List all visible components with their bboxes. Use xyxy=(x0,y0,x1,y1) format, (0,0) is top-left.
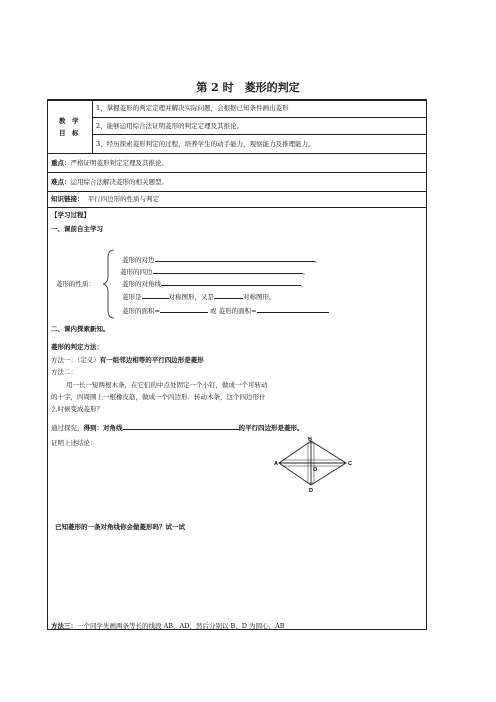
key-point xyxy=(51,159,168,167)
method-1 xyxy=(51,356,204,364)
property-text: 对称图形。 xyxy=(243,293,276,301)
method-1-label: 方法一：（定义） xyxy=(51,356,100,364)
method-3-text: 一个同学先画两条等长的线段 AB、AD，然后分别以 B、D 为圆心，AB xyxy=(77,622,285,630)
difficulty xyxy=(51,178,168,186)
lesson-table xyxy=(47,99,427,630)
objectives-label: 教 学 目 标 xyxy=(59,117,79,137)
exploration-conclusion xyxy=(51,423,304,432)
curly-brace xyxy=(100,248,122,320)
rhombus-construction-question: 已知菱形的一条对角线你会做菱形吗？试一试 xyxy=(55,523,185,531)
property-opposite-sides: 菱形的对边 。 xyxy=(122,256,321,264)
property-four-sides: 菱形的四边 。 xyxy=(120,268,309,276)
property-text: 菱形的对角线 xyxy=(122,280,161,288)
method-2-para-line-3: 么时候变成菱形？ xyxy=(51,405,103,413)
properties-label: 菱形的性质： xyxy=(56,280,95,288)
page-title: 第 2 时 菱形的判定 xyxy=(196,81,300,94)
exploration-text: 通过探究， xyxy=(51,424,84,432)
method-2-para-line-1: 用一长一短两根木条，在它们的中点处固定一个小钉，做成一个可转动 xyxy=(66,381,268,389)
method-3-label: 方法三： xyxy=(51,622,77,630)
method-3 xyxy=(51,622,285,630)
section-2-title: 二、课内探索新知。 xyxy=(51,325,110,333)
property-text: 菱形是 xyxy=(122,293,142,301)
section-1-title: 一、课前自主学习 xyxy=(51,225,103,233)
methods-title: 菱形的判定方法： xyxy=(51,343,103,351)
property-text: 或 菱形的面积= xyxy=(210,307,257,315)
property-text: 菱形的四边 xyxy=(120,268,153,276)
key-point-text: 严格证明菱形判定定理及其推论。 xyxy=(70,159,168,167)
objective-2: 2、能够运用综合法证明菱形的判定定理及其推论。 xyxy=(96,122,244,130)
vertex-label-c: C xyxy=(348,461,352,467)
key-point-label: 重点： xyxy=(51,159,71,167)
property-symmetry xyxy=(122,292,276,301)
prove-prompt: 证明上述结论： xyxy=(51,439,97,447)
property-diagonals: 菱形的对角线 ， xyxy=(122,280,308,288)
exploration-text: 的平行四边形是菱形。 xyxy=(238,424,304,432)
difficulty-text: 运用综合法解决菱形的相关题型。 xyxy=(70,178,168,186)
knowledge-link xyxy=(51,195,159,203)
method-2-para-line-2: 的十字，四周围上一根橡皮筋，做成一个四边形．转动木条，这个四边形什 xyxy=(51,393,266,401)
difficulty-label: 难点： xyxy=(51,178,71,186)
process-header: 【学习过程】 xyxy=(51,211,90,219)
property-text: 菱形的面积= xyxy=(122,307,160,315)
rhombus-diagram xyxy=(274,437,354,497)
method-2: 方法二： xyxy=(51,368,77,376)
property-area xyxy=(122,306,329,315)
center-label-o: O xyxy=(313,467,318,473)
vertex-label-b: B xyxy=(308,437,312,443)
property-text: 对称图形，又是 xyxy=(168,293,214,301)
objective-1: 1、掌握菱形的判定定理并解决实际问题，会根据已知条件画出菱形 xyxy=(96,104,289,112)
vertex-label-a: A xyxy=(274,461,278,467)
method-1-text: 有一组邻边相等的平行四边形是菱形 xyxy=(99,356,204,364)
objective-3: 3、经历探索菱形判定的过程，培养学生的动手能力、观察能力及推理能力。 xyxy=(96,140,315,148)
exploration-text: 得到：对角线 xyxy=(83,424,123,432)
knowledge-link-label: 知识链接： xyxy=(51,195,84,203)
property-text: 菱形的对边 xyxy=(122,256,155,264)
knowledge-link-text: 平行四边形的性质与判定 xyxy=(87,195,160,203)
vertex-label-d: D xyxy=(309,488,313,494)
